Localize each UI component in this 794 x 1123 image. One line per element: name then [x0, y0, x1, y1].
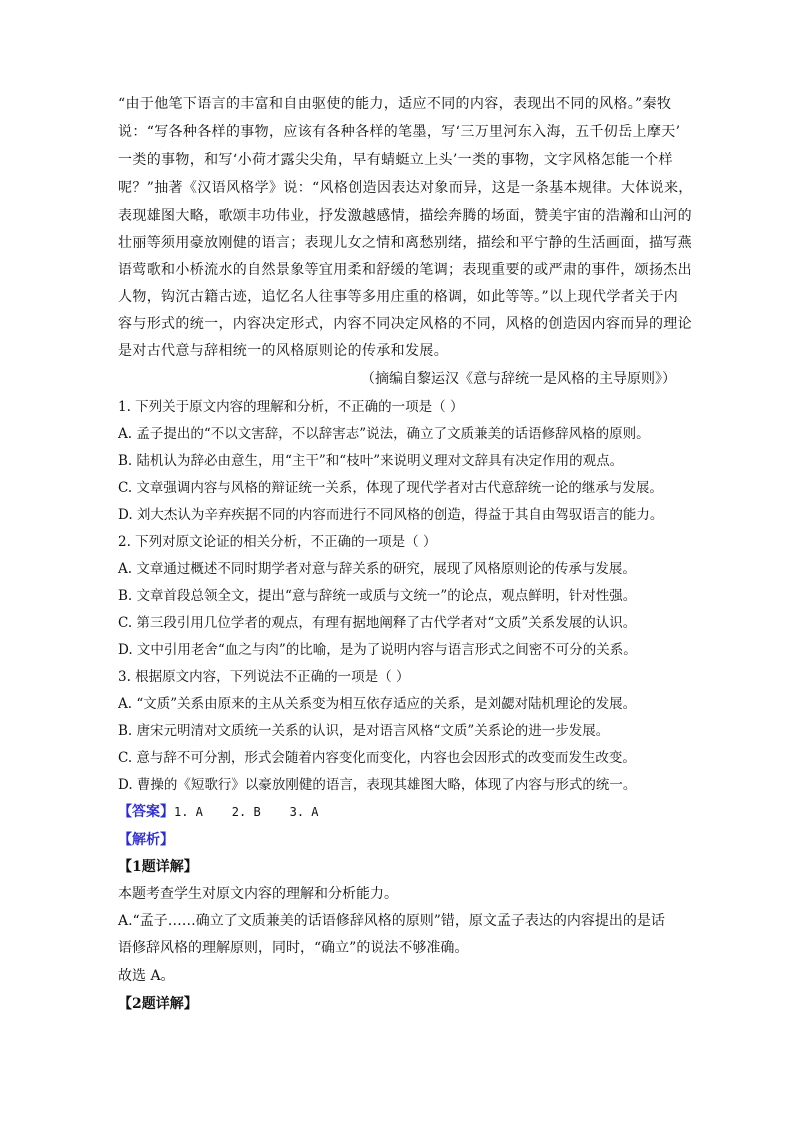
q1-detail-text: 语修辞风格的理解原则，同时，“确立”的说法不够准确。 [118, 940, 469, 956]
question-option: A. “文质”关系由原来的主从关系变为相互依存适应的关系，是刘勰对陆机理论的发展。 [118, 696, 637, 712]
analysis-label: 【解析】 [118, 832, 174, 848]
q1-detail-intro: 本题考查学生对原文内容的理解和分析能力。 [118, 886, 398, 902]
passage-line: 一类的事物，和写‘小荷才露尖尖角，早有蜻蜓立上头’一类的事物，文字风格怎能一个样 [118, 152, 673, 168]
passage-line: 是对古代意与辞相统一的风格原则论的传承和发展。 [118, 343, 449, 359]
answer-line [118, 802, 678, 822]
q2-detail-heading: 【2题详解】 [118, 996, 198, 1012]
passage-line: 人物，钩沉古籍古迹，追忆名人往事等多用庄重的格调，如此等等。”以上现代学者关于内 [118, 289, 679, 305]
passage-line: 呢？”抽著《汉语风格学》说：“风格创造因表达对象而异，这是一条基本规律。大体说来， [118, 180, 693, 196]
passage-source: （摘编自黎运汉《意与辞统一是风格的主导原则》） [361, 371, 676, 387]
question-option: D. 曹操的《短歌行》以豪放刚健的语言，表现其雄图大略，体现了内容与形式的统一。 [118, 777, 637, 793]
question-option: B. 陆机认为辞必由意生，用“主干”和“枝叶”来说明义理对文辞具有决定作用的观点。 [118, 453, 624, 469]
passage-line: 壮丽等须用豪放刚健的语言；表现儿女之情和离愁别绪，描绘和平宁静的生活画面，描写燕 [118, 235, 692, 251]
question-option: C. 文章强调内容与风格的辩证统一关系，体现了现代学者对古代意辞统一论的继承与发展。 [118, 480, 663, 496]
question-stem: 1. 下列关于原文内容的理解和分析，不正确的一项是（ ） [118, 399, 464, 415]
question-option: A. 孟子提出的“不以文害辞，不以辞害志”说法，确立了文质兼美的话语修辞风格的原则。 [118, 426, 650, 442]
answer-value: 1. A 2. B 3. A [174, 805, 319, 819]
q1-choice: 故选 A。 [118, 968, 175, 984]
passage-line: 表现雄图大略，歌颂丰功伟业，抒发激越感情，描绘奔腾的场面，赞美宇宙的浩瀚和山河的 [118, 208, 692, 224]
question-stem: 3. 根据原文内容，下列说法不正确的一项是（ ） [118, 669, 410, 685]
passage-line: 说：“写各种各样的事物，应该有各种各样的笔墨，写‘三万里河东入海，五千仞岳上摩天’ [118, 124, 681, 140]
q1-detail-heading: 【1题详解】 [118, 859, 198, 875]
question-option: C. 意与辞不可分割，形式会随着内容变化而变化，内容也会因形式的改变而发生改变。 [118, 750, 636, 766]
passage-line: 语莺歌和小桥流水的自然景象等宜用柔和舒缓的笔调；表现重要的或严肃的事件，颂扬杰出 [118, 262, 692, 278]
question-option: D. 文中引用老舍“血之与肉”的比喻，是为了说明内容与语言形式之间密不可分的关系。 [118, 642, 637, 658]
question-stem: 2. 下列对原文论证的相关分析，不正确的一项是（ ） [118, 534, 437, 550]
answer-label: 【答案】 [118, 804, 174, 820]
question-option: B. 唐宋元明清对文质统一关系的认识，是对语言风格“文质”关系论的进一步发展。 [118, 723, 610, 739]
question-option: A. 文章通过概述不同时期学者对意与辞关系的研究，展现了风格原则论的传承与发展。 [118, 561, 636, 577]
question-option: C. 第三段引用几位学者的观点，有理有据地阐释了古代学者对“文质”关系发展的认识。 [118, 615, 637, 631]
passage-line: 容与形式的统一，内容决定形式，内容不同决定风格的不同，风格的创造因内容而异的理论 [118, 316, 692, 332]
passage-line: “由于他笔下语言的丰富和自由驱使的能力，适应不同的内容，表现出不同的风格。”秦牧 [118, 96, 672, 112]
question-option: B. 文章首段总领全文，提出“意与辞统一或质与文统一”的论点，观点鲜明，针对性强。 [118, 588, 637, 604]
q1-detail-text: A.“孟子……确立了文质兼美的话语修辞风格的原则”错，原文孟子表达的内容提出的是话 [118, 913, 665, 929]
question-option: D. 刘大杰认为辛弃疾据不同的内容而进行不同风格的创造，得益于其自由驾驭语言的能力。 [118, 507, 664, 523]
